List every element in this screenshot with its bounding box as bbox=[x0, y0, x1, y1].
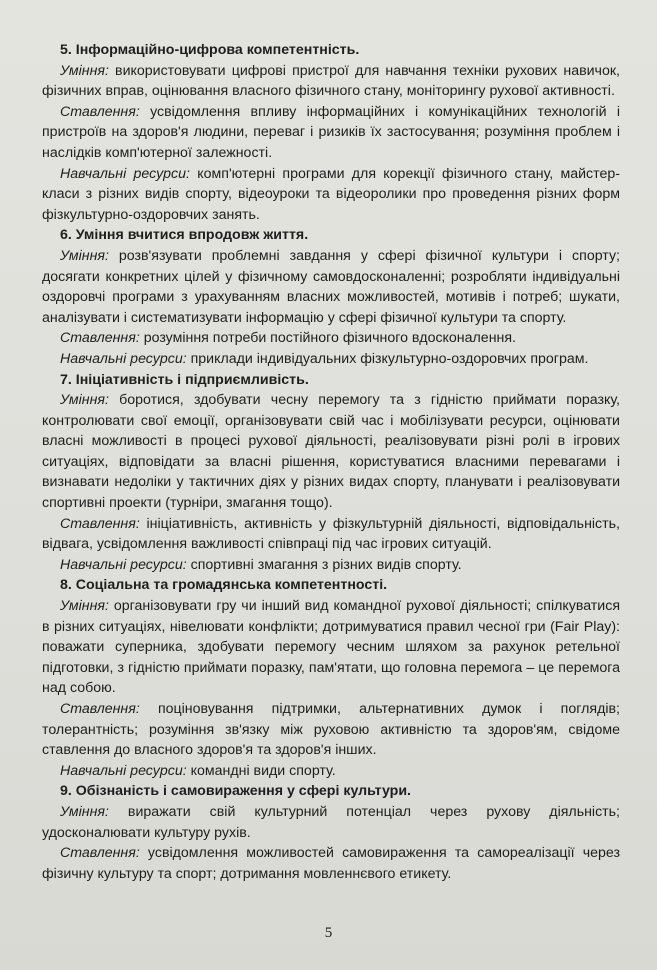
paragraph-label: Навчальні ресурси: bbox=[60, 556, 187, 573]
section-heading: 9. Обізнаність і самовираження у сфері культури. bbox=[60, 783, 411, 800]
paragraph-label: Уміння: bbox=[60, 247, 109, 264]
paragraph bbox=[42, 328, 620, 349]
paragraph-label: Ставлення: bbox=[60, 515, 140, 532]
paragraph-text: організовувати гру чи інший вид командної рухової діяльності; спілкуватися в різних ситуаціях, нівелювати конфлікти; дотримуватися правил чесної гри (Fair Play): поважати суперника, здобувати перемогу чесним шляхом за рахунок ретельної підготовки, з гідністю приймати поразку, пам'ятати, що головна перемога – це перемога над собою. bbox=[42, 598, 620, 697]
paragraph-text: боротися, здобувати чесну перемогу та з гідністю приймати поразку, контролювати свої емоції, організовувати свій час і мобілізувати ресурси, оцінювати власні можливості в процесі рухової діяльності, реалізовувати різні ролі в ігрових ситуаціях, відповідати за власні рішення, користуватися власними перевагами і визнавати недоліки у тактичних діях у різних видах спорту, планувати і реалізовувати спортивні проекти (турніри, змагання тощо). bbox=[42, 392, 620, 512]
paragraph bbox=[42, 843, 620, 884]
paragraph-text: ініціативність, активність у фізкультурній діяльності, відповідальність, відвага, усвідомлення важливості співпраці під час ігрових ситуацій. bbox=[42, 515, 620, 553]
paragraph bbox=[42, 699, 620, 761]
paragraph bbox=[42, 349, 620, 370]
paragraph-text: усвідомлення впливу інформаційних і комунікаційних технологій і пристроїв на здоров'я людини, переваг і ризиків їх застосування; розуміння проблем і наслідків комп'ютерної залежності. bbox=[42, 103, 620, 161]
paragraph-label: Уміння: bbox=[60, 62, 109, 79]
paragraph-label: Уміння: bbox=[60, 598, 109, 615]
section-heading: 5. Інформаційно-цифрова компетентність. bbox=[60, 42, 360, 58]
paragraph-text: комп'ютерні програми для корекції фізичного стану, майстер-класи з різних видів спорту, відеоуроки та відеоролики про проведення різних форм фізкультурно-оздоровчих занять. bbox=[42, 165, 621, 223]
paragraph-text: поціновування підтримки, альтернативних думок і поглядів; толерантність; розуміння зв'язку між руховою активністю та здоров'ям, свідоме ставлення до власного здоров'я та здоров'я інших. bbox=[42, 701, 620, 759]
paragraph bbox=[42, 246, 620, 328]
page-content bbox=[42, 40, 620, 884]
paragraph-text: розуміння потреби постійного фізичного вдосконалення. bbox=[139, 330, 516, 347]
paragraph bbox=[42, 555, 620, 576]
paragraph-label: Навчальні ресурси: bbox=[60, 165, 190, 182]
paragraph-text: спортивні змагання з різних видів спорту. bbox=[186, 556, 462, 573]
section-heading: 6. Уміння вчитися впродовж життя. bbox=[60, 227, 309, 244]
paragraph-label: Ставлення: bbox=[60, 701, 140, 717]
paragraph bbox=[42, 761, 620, 782]
paragraph-label: Навчальні ресурси: bbox=[60, 762, 187, 779]
paragraph-text: виражати свій культурний потенціал через рухову діяльність; удосконалювати культуру рухів. bbox=[42, 803, 620, 841]
paragraph-label: Навчальні ресурси: bbox=[60, 350, 187, 367]
section-heading: 8. Соціальна та громадянська компетентності. bbox=[60, 577, 388, 594]
page-number: 5 bbox=[324, 925, 333, 941]
paragraph-label: Ставлення: bbox=[60, 330, 140, 347]
paragraph-label: Ставлення: bbox=[60, 845, 140, 862]
paragraph bbox=[42, 164, 620, 226]
paragraph bbox=[42, 514, 620, 555]
paragraph-text: розв'язувати проблемні завдання у сфері фізичної культури і спорту; досягати конкретних цілей у фізичному самовдосконаленні; розробляти індивідуальні оздоровчі програми з урахуванням власних можливостей, мотивів і потреб; шукати, аналізувати і систематизувати інформацію у сфері фізичної культури та спорту. bbox=[42, 247, 620, 326]
paragraph-label: Уміння: bbox=[60, 392, 109, 409]
paragraph bbox=[42, 596, 620, 699]
paragraph-text: приклади індивідуальних фізкультурно-оздоровчих програм. bbox=[186, 350, 589, 367]
paragraph bbox=[42, 390, 620, 514]
paragraph-text: усвідомлення можливостей самовираження та самореалізації через фізичну культуру та спорт; дотримання мовленнєвого етикету. bbox=[42, 845, 620, 882]
paragraph bbox=[42, 802, 620, 843]
paragraph-text: використовувати цифрові пристрої для навчання техніки рухових навичок, фізичних вправ, оцінювання власного фізичного стану, моніторингу рухової активності. bbox=[42, 62, 620, 100]
paragraph-label: Ставлення: bbox=[60, 103, 140, 120]
paragraph-text: командні види спорту. bbox=[186, 762, 336, 779]
section-heading: 7. Ініціативність і підприємливість. bbox=[60, 371, 309, 388]
paragraph bbox=[42, 102, 620, 164]
paragraph-label: Уміння: bbox=[60, 803, 109, 820]
paragraph bbox=[42, 61, 620, 102]
